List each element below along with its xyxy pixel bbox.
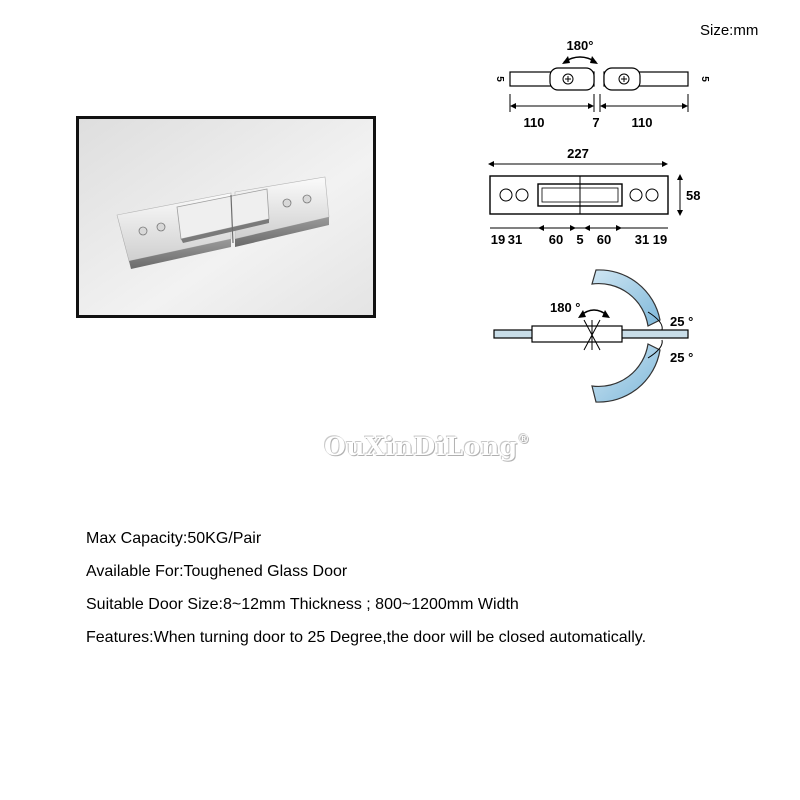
spec-door-size: Suitable Door Size:8~12mm Thickness ; 800~1200mm Width (86, 596, 519, 613)
door-swing-upper (592, 270, 660, 326)
registered-mark: ® (517, 432, 531, 446)
screw-hole-icon (630, 189, 642, 201)
gap-label: 7 (592, 115, 600, 130)
screw-hole-icon (646, 189, 658, 201)
spec-list (86, 522, 786, 654)
dim-label-0: 19 (490, 232, 506, 247)
screw-icon (303, 195, 311, 203)
dim-label-1: 31 (507, 232, 523, 247)
top-view-angle-label: 180° (566, 38, 594, 53)
product-photo (76, 116, 376, 318)
close-angle-bottom-label: 25 ° (670, 350, 694, 365)
top-view-diagram (488, 32, 710, 134)
close-angle-top-label: 25 ° (670, 314, 694, 329)
spec-max-capacity: Max Capacity:50KG/Pair (86, 530, 262, 547)
size-unit-label: Size:mm (700, 22, 759, 39)
screw-hole-icon (500, 189, 512, 201)
dim-label-5: 31 (634, 232, 650, 247)
screw-icon (283, 199, 291, 207)
dim-label-3: 5 (576, 232, 584, 247)
thickness-left-label: 5 (494, 76, 505, 82)
screw-hole-icon (516, 189, 528, 201)
height-label: 58 (686, 188, 701, 203)
dim-label-6: 19 (652, 232, 668, 247)
screw-icon (139, 227, 147, 235)
dim-label-4: 60 (596, 232, 612, 247)
swing-view-diagram (488, 260, 720, 420)
thickness-right-label: 5 (699, 76, 710, 82)
door-swing-lower (592, 344, 660, 402)
hinge-photo-illustration (79, 119, 373, 315)
watermark-text: OuXinDiLong (324, 432, 518, 461)
spec-features: Features:When turning door to 25 Degree,the door will be closed automatically. (86, 629, 647, 646)
brand-watermark (324, 432, 530, 461)
left-length-label: 110 (523, 115, 545, 130)
front-view-diagram (482, 144, 714, 252)
screw-icon (157, 223, 165, 231)
swing-angle-label: 180 ° (550, 300, 581, 315)
hinge-body (532, 326, 622, 342)
right-length-label: 110 (631, 115, 653, 130)
total-length-label: 227 (567, 146, 589, 161)
spec-available-for: Available For:Toughened Glass Door (86, 563, 348, 580)
dim-label-2: 60 (548, 232, 564, 247)
